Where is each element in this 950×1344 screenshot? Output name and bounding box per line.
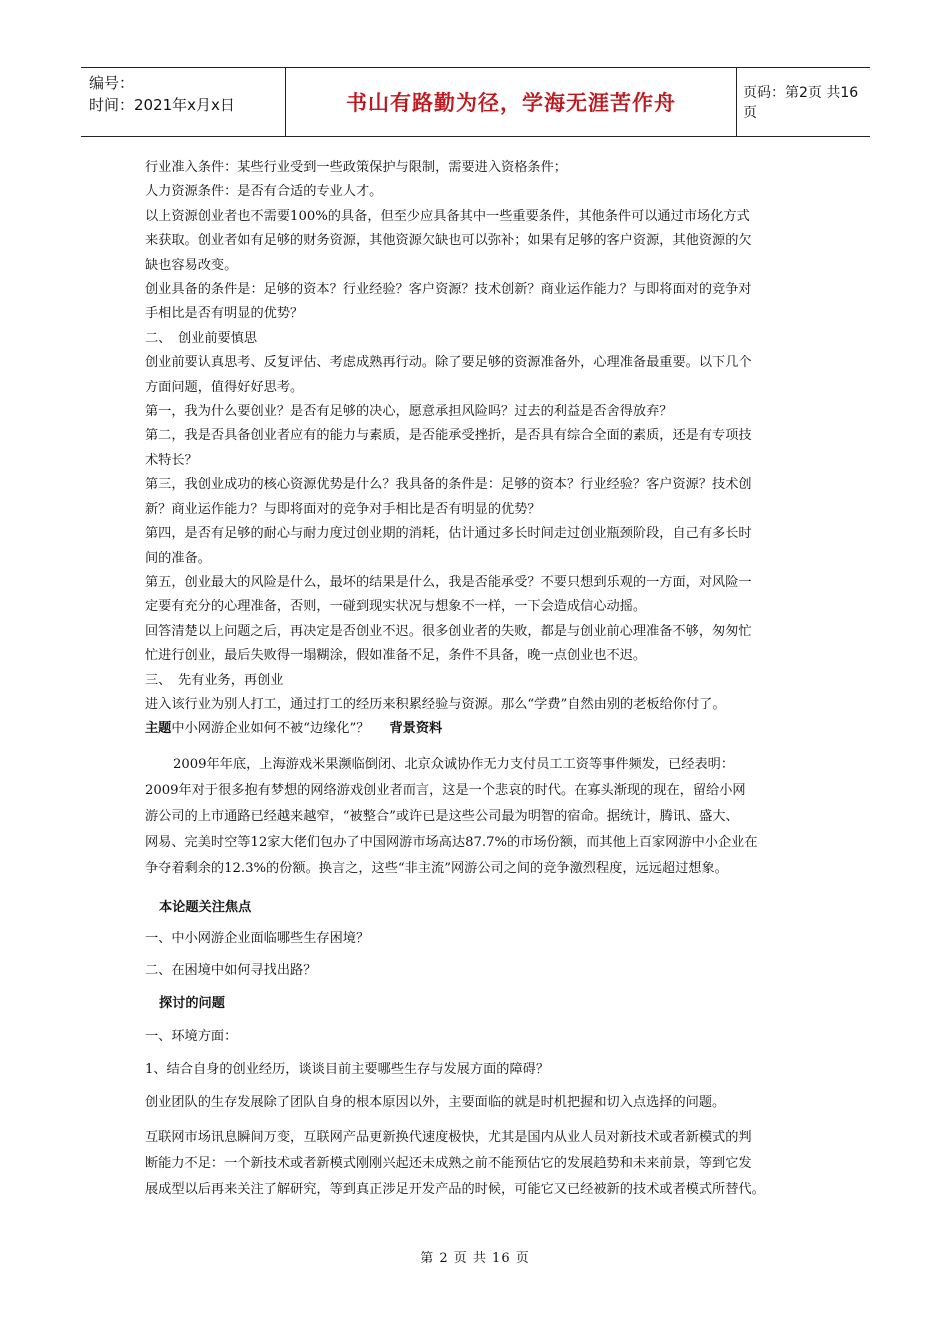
text-line: 2009年年底，上海游戏米果濒临倒闭、北京众诚协作无力支付员工工资等事件频发，已经表明：: [173, 756, 735, 772]
background-label: 背景资料: [389, 721, 443, 737]
page-footer: 第 2 页 共 16 页: [420, 1251, 530, 1266]
text-line: 创业前要认真思考、反复评估、考虑成熟再行动。除了要足够的资源准备外，心理准备最重要。以下几个: [145, 355, 752, 371]
text-line: 以上资源创业者也不需要100%的具备，但至少应具备其中一些重要条件，其他条件可以通过市场化方式: [145, 208, 750, 224]
page-header: [81, 67, 870, 137]
text-line: 第二，我是否具备创业者应有的能力与素质，是否能承受挫折，是否具有综合全面的素质，还是有专项技: [145, 428, 752, 444]
text-line: 行业准入条件：某些行业受到一些政策保护与限制，需要进入资格条件；: [145, 160, 567, 175]
text-line: 忙进行创业，最后失败得一塌糊涂，假如准备不足，条件不具备，晚一点创业也不迟。: [145, 648, 647, 664]
text-line: 新？商业运作能力？与即将面对的竞争对手相比是否有明显的优势？: [145, 501, 541, 517]
text-line: 缺也容易改变。: [145, 257, 238, 273]
discussion-heading: 探讨的问题: [159, 995, 225, 1011]
text-line: 游公司的上市通路已经越来越窄，“被整合”或许已是这些公司最为明智的宿命。据统计，腾讯、盛大、: [145, 808, 739, 824]
discussion-environment: 一、环境方面：: [145, 1028, 238, 1044]
document-number-label: 编号：: [89, 74, 135, 92]
text-line: 2009年对于很多抱有梦想的网络游戏创业者而言，这是一个悲哀的时代。在寡头渐现的现在，留给小网: [145, 782, 746, 798]
focus-item: 二、在困境中如何寻找出路？: [145, 962, 317, 978]
topic-title: 中小网游企业如何不被“边缘化”？: [171, 721, 370, 737]
section-heading: 二、 创业前要慎思: [145, 330, 258, 346]
text-line: 争夺着剩余的12.3%的份额。换言之，这些“非主流”网游公司之间的竞争激烈程度，远远超过想象。: [145, 860, 728, 876]
text-line: 术特长？: [145, 452, 198, 468]
section-startup-conditions: [145, 156, 813, 742]
text-line: 回答清楚以上问题之后，再决定是否创业不迟。很多创业者的失败，都是与创业前心理准备不够，匆匆忙: [145, 623, 752, 639]
document-body: [145, 156, 813, 1203]
header-page-info: 页码：第2页 共16页: [743, 85, 859, 121]
header-motto: 书山有路勤为径，学海无涯苦作舟: [285, 68, 737, 136]
topic-line: [145, 717, 813, 741]
text-line: 创业团队的生存发展除了团队自身的根本原因以外，主要面临的就是时机把握和切入点选择的问题。: [145, 1094, 726, 1110]
discussion-question: 1、结合自身的创业经历，谈谈目前主要哪些生存与发展方面的障碍？: [145, 1061, 550, 1077]
text-line: 第五，创业最大的风险是什么，最坏的结果是什么，我是否能承受？不要只想到乐观的一方面，对风险一: [145, 574, 752, 590]
text-line: 展成型以后再来关注了解研究，等到真正涉足开发产品的时候，可能它又已经被新的技术或者模式所替代。: [145, 1181, 765, 1197]
text-line: 进入该行业为别人打工，通过打工的经历来积累经验与资源。那么“学费”自然由别的老板给你付了。: [145, 696, 726, 712]
text-line: 第一，我为什么要创业？是否有足够的决心，愿意承担风险吗？过去的利益是否舍得放弃？: [145, 404, 673, 420]
text-line: 第四，是否有足够的耐心与耐力度过创业期的消耗，估计通过多长时间走过创业瓶颈阶段，自己有多长时: [145, 526, 752, 542]
focus-item: 一、中小网游企业面临哪些生存困境？: [145, 930, 370, 946]
text-line: 互联网市场讯息瞬间万变，互联网产品更新换代速度极快，尤其是国内从业人员对新技术或者新模式的判: [145, 1129, 752, 1145]
text-line: 断能力不足：一个新技术或者新模式刚刚兴起还未成熟之前不能预估它的发展趋势和未来前景，等到它发: [145, 1155, 752, 1171]
focus-heading: 本论题关注焦点: [159, 899, 252, 915]
text-line: 定要有充分的心理准备，否则，一碰到现实状况与想象不一样，一下会造成信心动摇。: [145, 599, 647, 615]
discussion-paragraph: [145, 1125, 813, 1203]
text-line: 第三，我创业成功的核心资源优势是什么？我具备的条件是：足够的资本？行业经验？客户资源？技术创: [145, 477, 752, 493]
text-line: 方面问题，值得好好思考。: [145, 379, 304, 395]
text-line: 来获取。创业者如有足够的财务资源，其他资源欠缺也可以弥补；如果有足够的客户资源，其他资源的欠: [145, 233, 752, 249]
document-date: 时间：2021年x月x日: [89, 96, 235, 114]
text-line: 网易、完美时空等12家大佬们包办了中国网游市场高达87.7%的市场份额，而其他上百家网游中小企业在: [145, 834, 758, 850]
text-line: 创业具备的条件是：足够的资本？行业经验？客户资源？技术创新？商业运作能力？与即将面对的竞争对: [145, 282, 752, 298]
text-line: 间的准备。: [145, 550, 211, 566]
text-line: 人力资源条件：是否有合适的专业人才。: [145, 184, 383, 200]
topic-label: 主题: [145, 721, 172, 737]
background-section: [145, 752, 813, 882]
text-line: 手相比是否有明显的优势？: [145, 306, 304, 322]
section-heading: 三、 先有业务，再创业: [145, 672, 284, 688]
header-meta: [81, 68, 285, 136]
